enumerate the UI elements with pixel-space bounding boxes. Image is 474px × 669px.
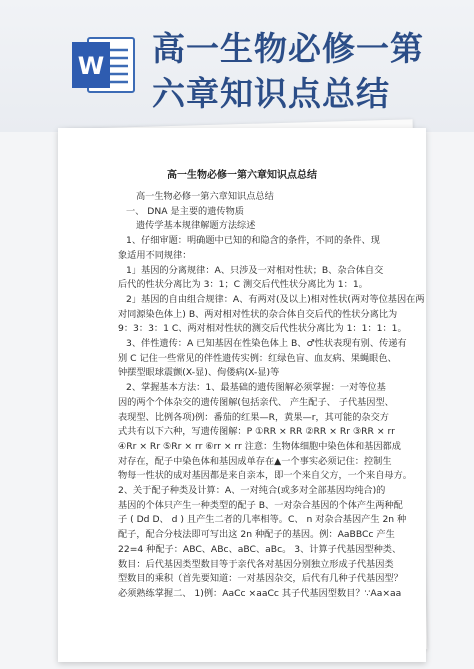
word-document-icon bbox=[70, 34, 136, 96]
document-body bbox=[118, 190, 425, 602]
svg-text:W: W bbox=[77, 52, 105, 80]
doc-line: 22=4 种配子：ABC、ABc、aBC、aBc。 3、计算子代基因型种类、 bbox=[118, 543, 402, 555]
doc-line: 对同源染色体上) B、两对相对性状的杂合体自交后代的性状分离比为 bbox=[118, 308, 398, 320]
doc-line: 遗传学基本规律解题方法综述 bbox=[136, 220, 256, 232]
doc-line: 别 C 记住一些常见的伴性遗传实例：红绿色盲、血友病、果蝇眼色、 bbox=[118, 352, 397, 364]
doc-line: 高一生物必修一第六章知识点总结 bbox=[136, 191, 274, 202]
page-title-line-2: 六章知识点总结 bbox=[152, 74, 390, 113]
header-banner bbox=[0, 0, 474, 132]
page-title bbox=[152, 26, 472, 116]
doc-line: 2、关于配子种类及计算：A、一对纯合(或多对全部基因均纯合)的 bbox=[118, 485, 386, 497]
doc-line: ④Rr × Rr ⑤Rr × rr ⑥rr × rr 注意：生物体细胞中染色体和基因都成 bbox=[118, 440, 401, 452]
doc-line: 型数目的乘积（首先要知道：一对基因杂交，后代有几种子代基因型？ bbox=[118, 573, 403, 585]
doc-line: 一、 DNA 是主要的遗传物质 bbox=[126, 205, 244, 217]
doc-line: 钟摆型眼球震颤(X-显)、佝偻病(X-显)等 bbox=[118, 367, 280, 379]
doc-line: 1、仔细审题：明确题中已知的和隐含的条件，不同的条件、现 bbox=[126, 235, 380, 247]
doc-line: 3、伴性遗传：A 已知基因在性染色体上 B、♂性状表现有别、传递有 bbox=[126, 338, 407, 350]
doc-line: 子 ( Dd D、 d ) 且产生二者的几率相等。C、 n 对杂合基因产生 2n 种 bbox=[118, 514, 407, 526]
doc-line: 对存在，配子中染色体和基因成单存在▲一个事实必须记住：控制生 bbox=[118, 455, 392, 467]
doc-line: 2」基因的自由组合规律：A、有两对(及以上)相对性状(两对等位基因在两 bbox=[126, 293, 425, 305]
doc-line: 式共有以下六种，写遗传图解：P ①RR × RR ②RR × Rr ③RR × rr bbox=[118, 426, 395, 438]
doc-line: 1」基因的分离规律：A、只涉及一对相对性状；B、杂合体自交 bbox=[126, 264, 384, 276]
page-title-line-1: 高一生物必修一第 bbox=[152, 29, 424, 68]
doc-line: 数目：后代基因类型数目等于亲代各对基因分别独立形成子代基因类 bbox=[118, 558, 394, 570]
doc-line: 必须熟练掌握二、 1)例：AaCc ×aaCc 其子代基因型数目？∵Aa×aa bbox=[118, 587, 402, 599]
doc-line: 后代的性状分离比为 3：1；C 测交后代性状分离比为 1：1。 bbox=[118, 279, 368, 291]
doc-line: 配子，配合分枝法即可写出这 2n 种配子的基因。例：AaBBCc 产生 bbox=[118, 529, 395, 541]
document-title: 高一生物必修一第六章知识点总结 bbox=[167, 170, 317, 181]
doc-line: 表现型、比例各项)例：番茄的红果—R，黄果—r，其可能的杂交方 bbox=[118, 411, 389, 423]
doc-line: 因的两个个体杂交的遗传图解(包括亲代、 产生配子、 子代基因型、 bbox=[118, 396, 394, 408]
doc-line: 9：3：3：1 C、两对相对性状的测交后代性状分离比为 1：1：1：1。 bbox=[118, 323, 407, 335]
doc-line: 2、掌握基本方法：1、最基础的遗传图解必须掌握：一对等位基 bbox=[126, 382, 386, 394]
doc-line: 物每一性状的成对基因都是来自亲本，即一个来自父方，一个来自母方。 bbox=[118, 470, 412, 482]
document-page bbox=[58, 128, 426, 662]
doc-line: 象适用不同规律： bbox=[118, 249, 192, 261]
doc-line: 基因的个体只产生一种类型的配子 B、一对杂合基因的个体产生两种配 bbox=[118, 499, 403, 511]
